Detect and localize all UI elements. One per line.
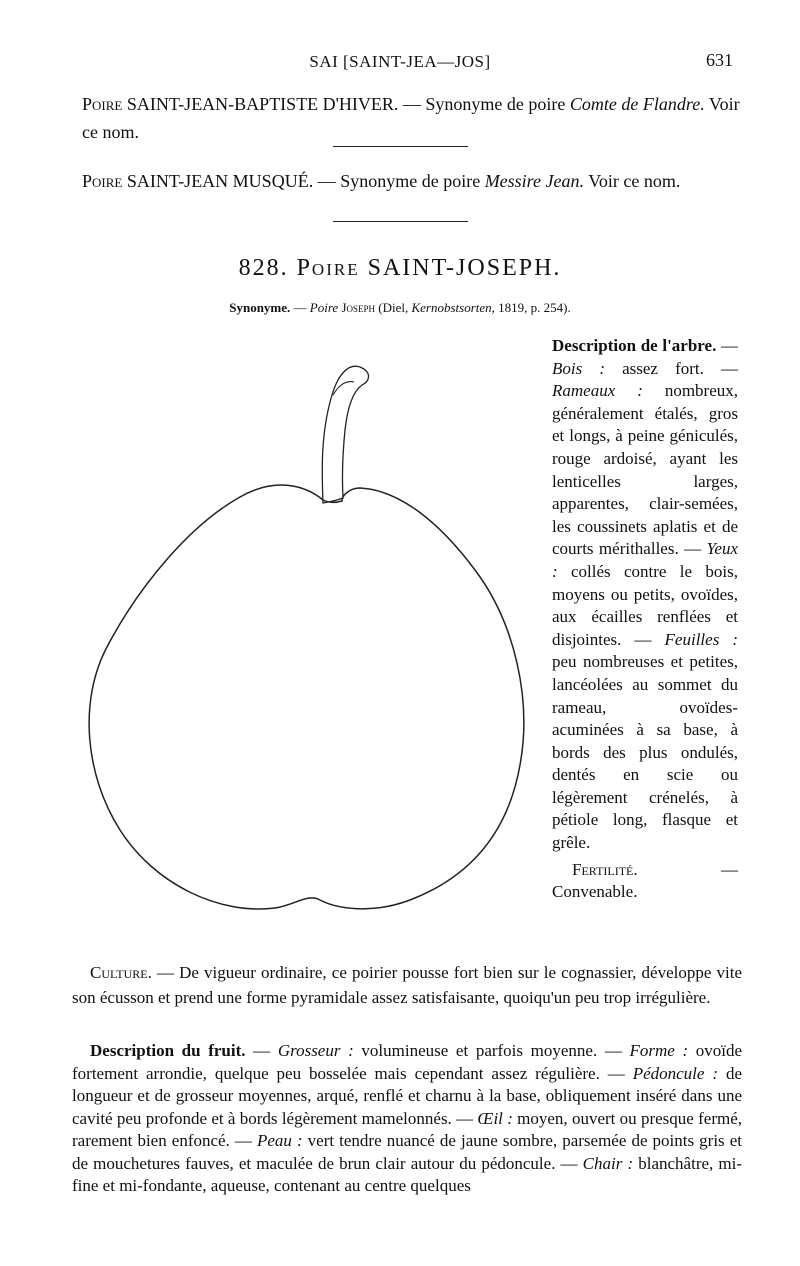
separator-rule: [333, 146, 468, 147]
chair-text: blanchâtre, mi-fine et mi-fondante, aqueuse, contenant au centre quelques: [72, 1153, 742, 1195]
oeil-text: moyen, ouvert ou presque fermé, rarement bien enfoncé. —: [72, 1108, 743, 1150]
dash: —: [684, 539, 702, 559]
pedoncule-label: Pédoncule :: [632, 1063, 719, 1083]
forme-text: ovoïde fortement arrondie, quelque peu bosselée mais cependant assez régulière. —: [72, 1041, 743, 1083]
rameaux-text: nombreux, généralement étalés, gros et longs, à peine géniculés, rouge ardoisé, ayant les lenticelles larges, apparentes, clair-semées, les coussinets aplatis et de courts mérithalles.: [552, 381, 738, 559]
peau-label: Peau :: [256, 1131, 303, 1150]
grosseur-label: Grosseur :: [277, 1041, 354, 1060]
main-title: [0, 255, 800, 282]
yeux-text: collés contre le bois, moyens ou petits, ovoïdes, aux écailles renflées et disjointes.: [552, 561, 738, 649]
fruit-heading: Description du fruit.: [90, 1041, 246, 1060]
fertilite-text: — Convenable.: [552, 859, 738, 902]
dash: —: [253, 1041, 271, 1060]
yeux-label: Yeux :: [552, 539, 738, 581]
synonym-ref-close: 1819, p. 254).: [498, 300, 571, 315]
entry-text: — Synonyme de poire: [317, 171, 481, 191]
synonym-dash: —: [293, 300, 307, 315]
entry-name: SAINT-JEAN-BAPTISTE D'HIVER.: [126, 94, 399, 114]
dash: —: [721, 336, 738, 355]
grosseur-text: volumineuse et parfois moyenne. —: [361, 1041, 622, 1060]
synonym-name: Joseph: [341, 300, 376, 315]
oeil-label: Œil :: [477, 1108, 513, 1128]
entry-text: — Synonyme de poire: [402, 94, 566, 114]
fruit-description: [72, 1040, 742, 1198]
pear-body: [89, 485, 524, 909]
synonym-label: Synonyme.: [229, 300, 291, 315]
culture-text: — De vigueur ordinaire, ce poirier pousse fort bien sur le cognassier, développe vite son écusson et prend une forme pyramidale assez satisfaisante, quoiqu'un peu trop irrégulière.: [72, 963, 743, 1007]
forme-label: Forme :: [629, 1041, 689, 1060]
entry-prefix: Poire: [82, 171, 123, 191]
rameaux-label: Rameaux :: [552, 381, 643, 401]
synonym-line: [0, 300, 800, 316]
main-prefix: Poire: [296, 255, 360, 281]
entry-italic: Comte de Flandre.: [569, 94, 705, 114]
peau-text: vert tendre nuancé de jaune sombre, parsemée de points gris et de mouchetures fauves, et maculée de brun clair autour du pédoncule. —: [72, 1131, 742, 1173]
culture-label: Culture.: [90, 963, 152, 982]
pear-stem: [322, 366, 368, 503]
entry-saint-jean-baptiste: [82, 90, 742, 146]
synonym-ref-open: (Diel,: [378, 300, 409, 315]
entry-saint-jean-musque: [82, 167, 742, 195]
feuilles-label: Feuilles :: [664, 629, 739, 649]
entry-text-after: Voir ce nom.: [82, 94, 740, 142]
pedoncule-text: de longueur et de grosseur moyennes, arqué, renflé et charnu à la base, obliquement inséré dans une cavité peu profonde et à bords légèrement mamelonnés. —: [72, 1063, 743, 1128]
entry-name: SAINT-JEAN MUSQUÉ.: [126, 171, 314, 191]
main-name: SAINT-JOSEPH.: [367, 255, 562, 281]
tree-heading: Description de l'arbre.: [552, 336, 717, 355]
chair-label: Chair :: [582, 1153, 634, 1173]
entry-italic: Messire Jean.: [484, 171, 584, 191]
main-number: 828.: [238, 255, 289, 281]
dash: —: [634, 629, 652, 649]
feuilles-text: peu nombreuses et petites, lancéolées au sommet du rameau, ovoïdes-acuminées à sa base, à bords des plus ondulés, dentés en scie ou légèrement crénelés, à pétiole long, flasque et grêle.: [552, 652, 738, 853]
entry-text-after: Voir ce nom.: [588, 171, 681, 191]
bois-label: Bois :: [552, 358, 605, 378]
synonym-italic: Poire: [309, 300, 339, 315]
synonym-ref-italic: Kernobstsorten,: [411, 300, 495, 315]
bois-text: assez fort.: [622, 358, 704, 378]
running-head: SAI [SAINT-JEA—JOS]: [309, 52, 491, 71]
culture-paragraph: [72, 960, 742, 1010]
fertilite-label: Fertilité.: [572, 859, 638, 879]
separator-rule: [333, 221, 468, 222]
page-number: 631: [706, 50, 733, 70]
entry-prefix: Poire: [82, 94, 123, 114]
pear-illustration: [80, 355, 540, 950]
dash: —: [721, 358, 738, 378]
tree-description: [552, 335, 738, 904]
